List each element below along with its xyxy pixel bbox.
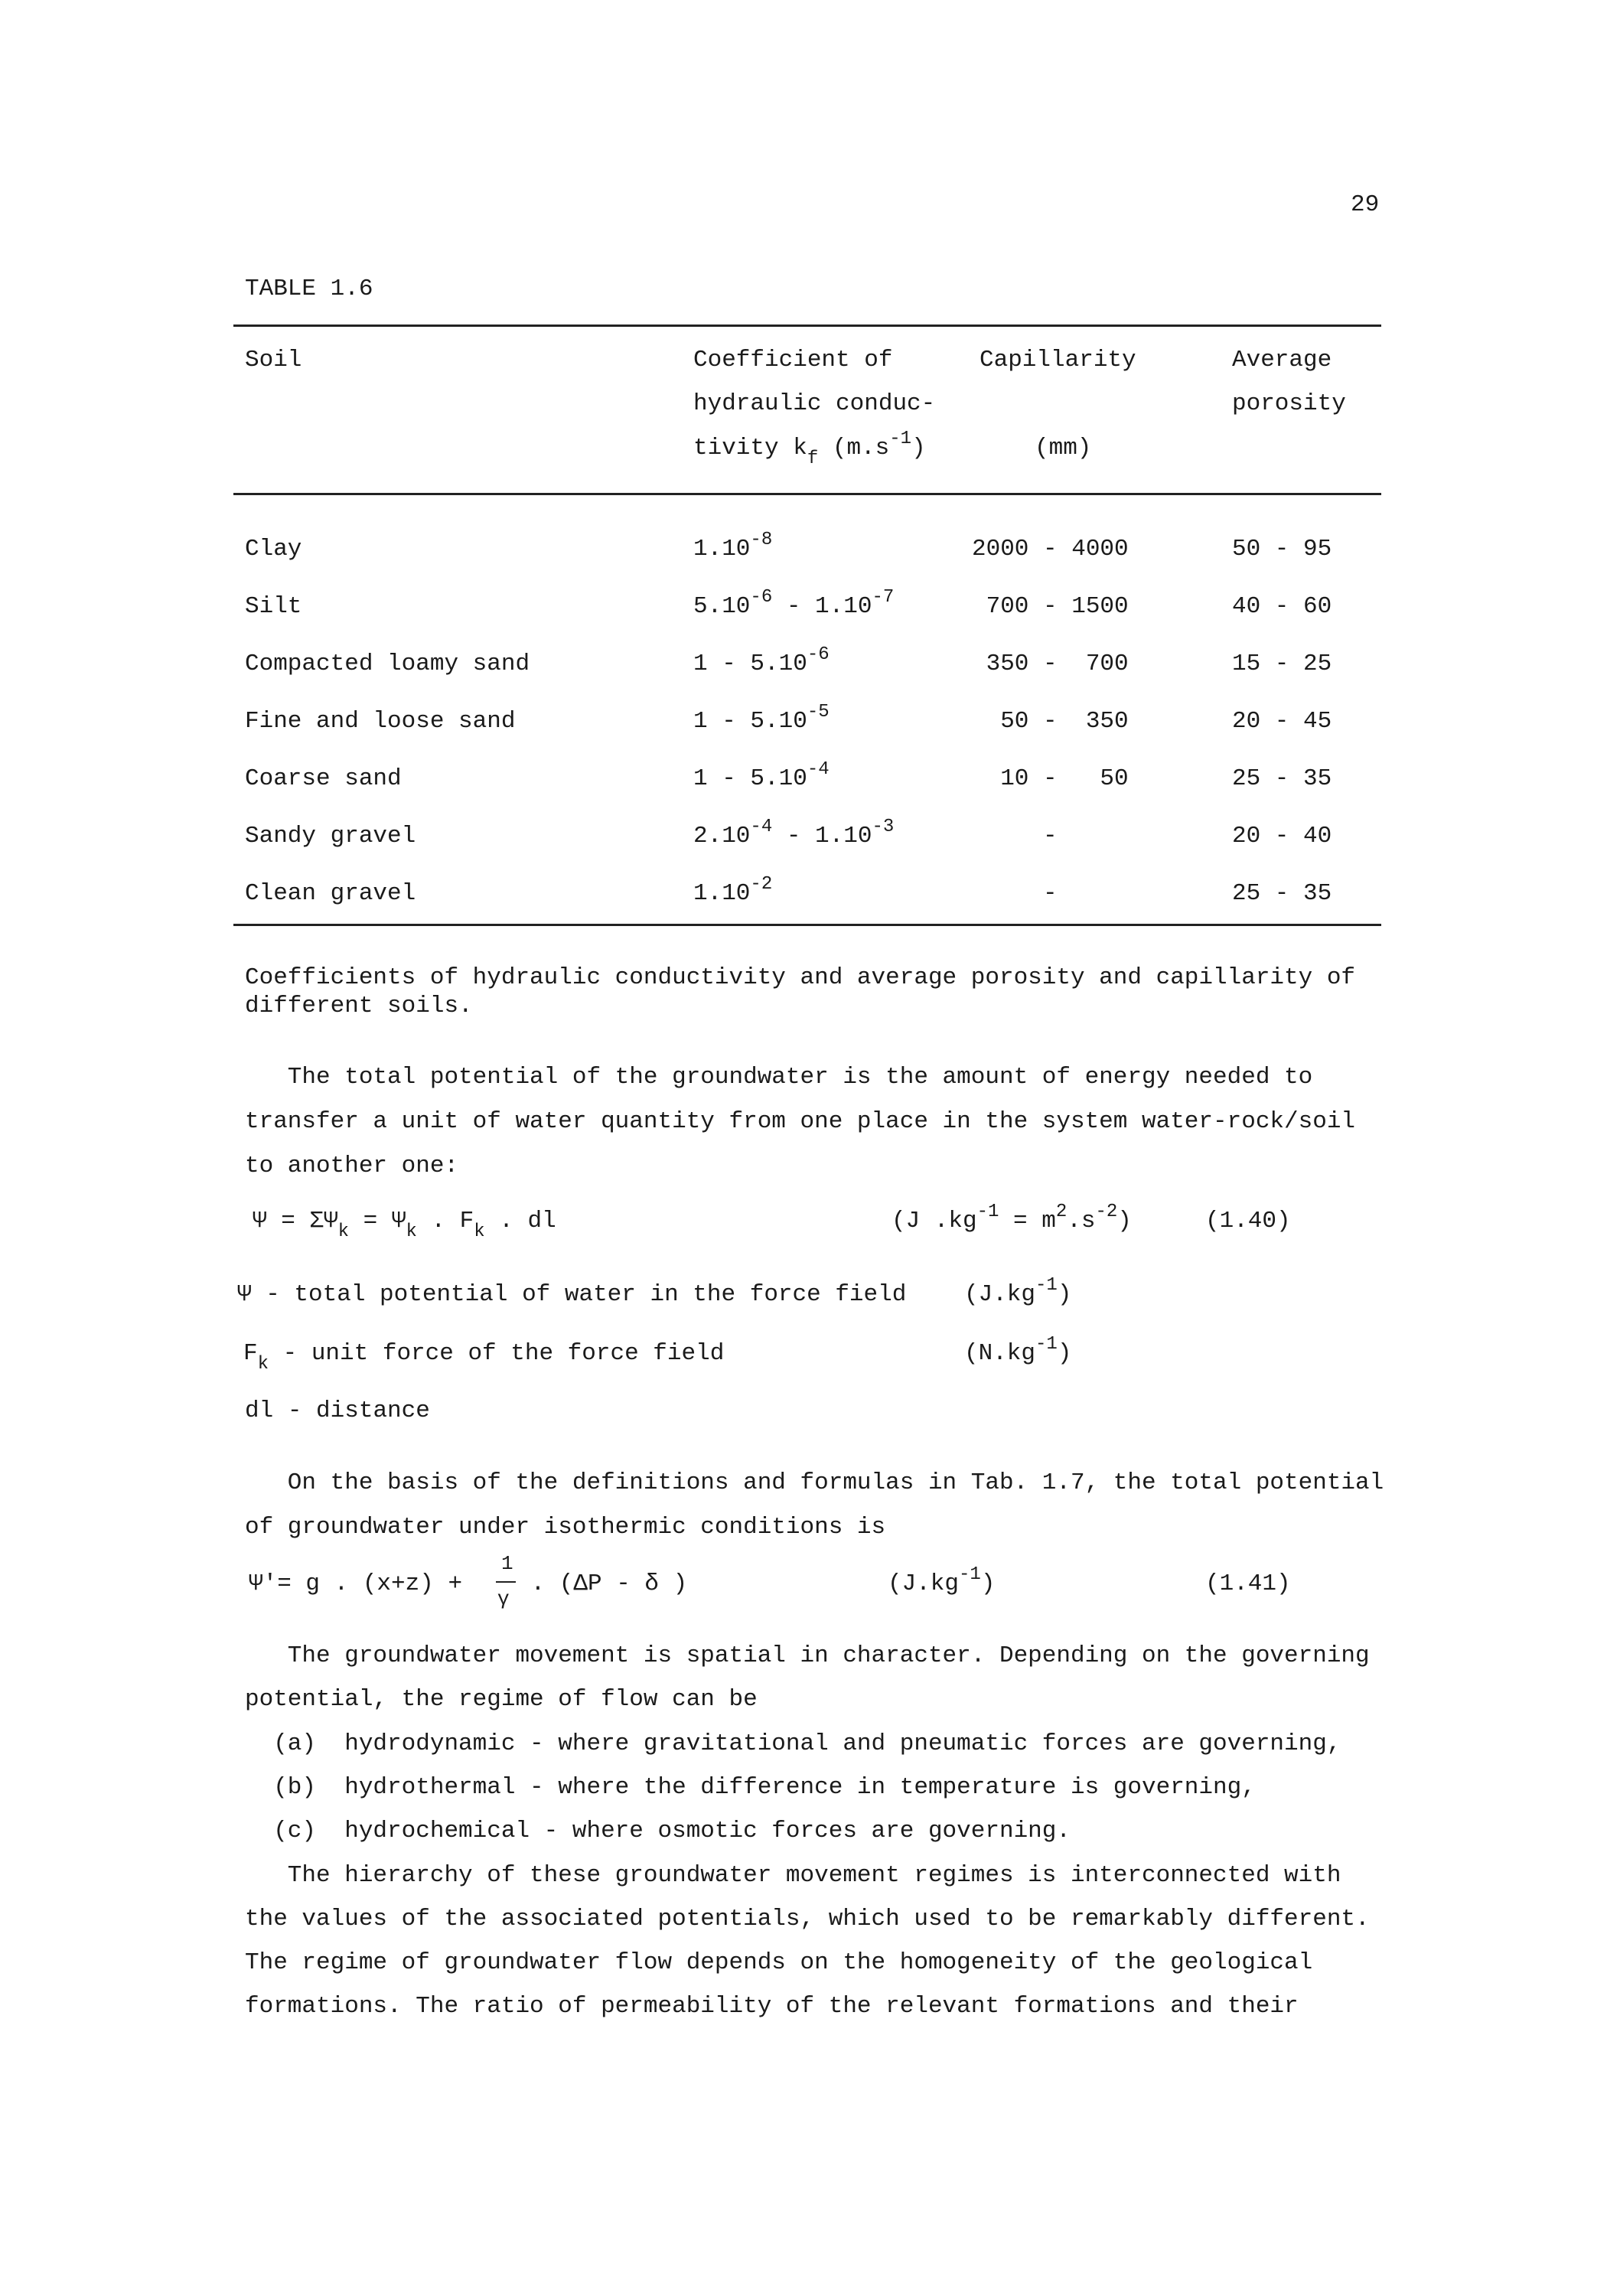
equation-lhs: $\Psi = \Sigma\Psi_k = \Psi_k$ . $F_k$ . dl (253, 1208, 556, 1242)
para3-line: formations. The ratio of permeability of the relevant formations and their (245, 1993, 1299, 2020)
definition-distance: dl - distance (245, 1397, 430, 1424)
cell-soil: Clay (245, 536, 302, 563)
table-title: TABLE 1.6 (245, 276, 373, 302)
cell-soil: Silt (245, 593, 302, 620)
fraction-bar (496, 1581, 516, 1583)
header-soil: Soil (245, 347, 302, 373)
table-top-rule (233, 325, 1381, 327)
para3-line: the values of the associated potentials, which used to be remarkably different. (245, 1905, 1370, 1932)
cell-kf: $1.10^{-8}$ (693, 530, 773, 563)
cell-soil: Fine and loose sand (245, 708, 516, 735)
cell-soil: Clean gravel (245, 880, 416, 907)
header-kf-3: tivity $k_f$ $(m.s^{-1})$ (693, 429, 926, 469)
table-caption-1: Coefficients of hydraulic conductivity and average porosity and capillarity of (245, 964, 1356, 991)
cell-capillarity: 700 - 1500 (972, 593, 1129, 620)
equation-number: (1.40) (1205, 1208, 1291, 1234)
cell-kf: $1 - 5.10^{-4}$ (693, 759, 830, 792)
para3-line: The groundwater movement is spatial in character. Depending on the governing (245, 1642, 1370, 1669)
cell-porosity: 20 - 45 (1232, 708, 1332, 735)
cell-capillarity: 350 - 700 (972, 651, 1129, 677)
para3-line: The hierarchy of these groundwater movement regimes is interconnected with (245, 1861, 1341, 1889)
page-number: 29 (1351, 191, 1380, 218)
para3-line: (a) hydrodynamic - where gravitational and pneumatic forces are governing, (245, 1730, 1341, 1757)
table-caption-2: different soils. (245, 993, 473, 1019)
definition-force-unit: $(N.kg^{-1})$ (964, 1334, 1072, 1367)
para2-line: On the basis of the definitions and formulas in Tab. 1.7, the total potential (245, 1469, 1384, 1496)
header-porosity-1: Average (1232, 347, 1332, 373)
table-bottom-rule (233, 924, 1381, 926)
equation-lhs: Ψ'= g . (x+z) + (249, 1570, 477, 1597)
cell-kf: $1.10^{-2}$ (693, 874, 773, 907)
cell-capillarity: - (972, 880, 1058, 907)
fraction-denominator: γ (497, 1587, 510, 1610)
cell-soil: Compacted loamy sand (245, 651, 530, 677)
cell-porosity: 25 - 35 (1232, 880, 1332, 907)
cell-porosity: 50 - 95 (1232, 536, 1332, 563)
cell-soil: Sandy gravel (245, 823, 416, 850)
cell-capillarity: 50 - 350 (972, 708, 1129, 735)
cell-porosity: 40 - 60 (1232, 593, 1332, 620)
header-capillarity: Capillarity (980, 347, 1136, 373)
cell-porosity: 25 - 35 (1232, 765, 1332, 792)
para3-line: (c) hydrochemical - where osmotic forces are governing. (245, 1818, 1071, 1845)
header-kf-1: Coefficient of (693, 347, 893, 373)
cell-capillarity: 10 - 50 (972, 765, 1129, 792)
para1-line: to another one: (245, 1153, 459, 1179)
para3-line: The regime of groundwater flow depends on the homogeneity of the geological (245, 1949, 1313, 1977)
equation-unit: (J $.kg^{-1} = m^2.s^{-2}$) (892, 1202, 1132, 1234)
cell-porosity: 20 - 40 (1232, 823, 1332, 850)
equation-number: (1.41) (1205, 1570, 1291, 1597)
para3-line: potential, the regime of flow can be (245, 1686, 758, 1714)
equation-unit: $(J.kg^{-1})$ (888, 1564, 996, 1597)
cell-kf: $5.10^{-6} - 1.10^{-7}$ (693, 587, 895, 620)
cell-soil: Coarse sand (245, 765, 402, 792)
cell-capillarity: - (972, 823, 1058, 850)
para1-line: The total potential of the groundwater is the amount of energy needed to (245, 1064, 1313, 1091)
cell-kf: $1 - 5.10^{-5}$ (693, 702, 830, 735)
cell-kf: $1 - 5.10^{-6}$ (693, 644, 830, 677)
header-kf-2: hydraulic conduc- (693, 390, 936, 417)
cell-kf: $2.10^{-4} - 1.10^{-3}$ (693, 817, 895, 850)
table-header-rule (233, 493, 1381, 495)
definition-psi-unit: $(J.kg^{-1})$ (964, 1275, 1072, 1308)
cell-porosity: 15 - 25 (1232, 651, 1332, 677)
definition-psi: Ψ - total potential of water in the force field (237, 1281, 907, 1308)
header-porosity-2: porosity (1232, 390, 1346, 417)
para2-line: of groundwater under isothermic conditions is (245, 1514, 886, 1541)
cell-capillarity: 2000 - 4000 (972, 536, 1129, 563)
header-capillarity-unit: (mm) (1035, 435, 1092, 461)
fraction-numerator: 1 (501, 1552, 513, 1575)
definition-force: $F_k$ - unit force of the force field (243, 1340, 725, 1375)
para1-line: transfer a unit of water quantity from one place in the system water-rock/soil (245, 1108, 1356, 1135)
para3-line: (b) hydrothermal - where the difference in temperature is governing, (245, 1773, 1256, 1801)
equation-rhs: . (ΔP - δ ) (517, 1570, 688, 1597)
